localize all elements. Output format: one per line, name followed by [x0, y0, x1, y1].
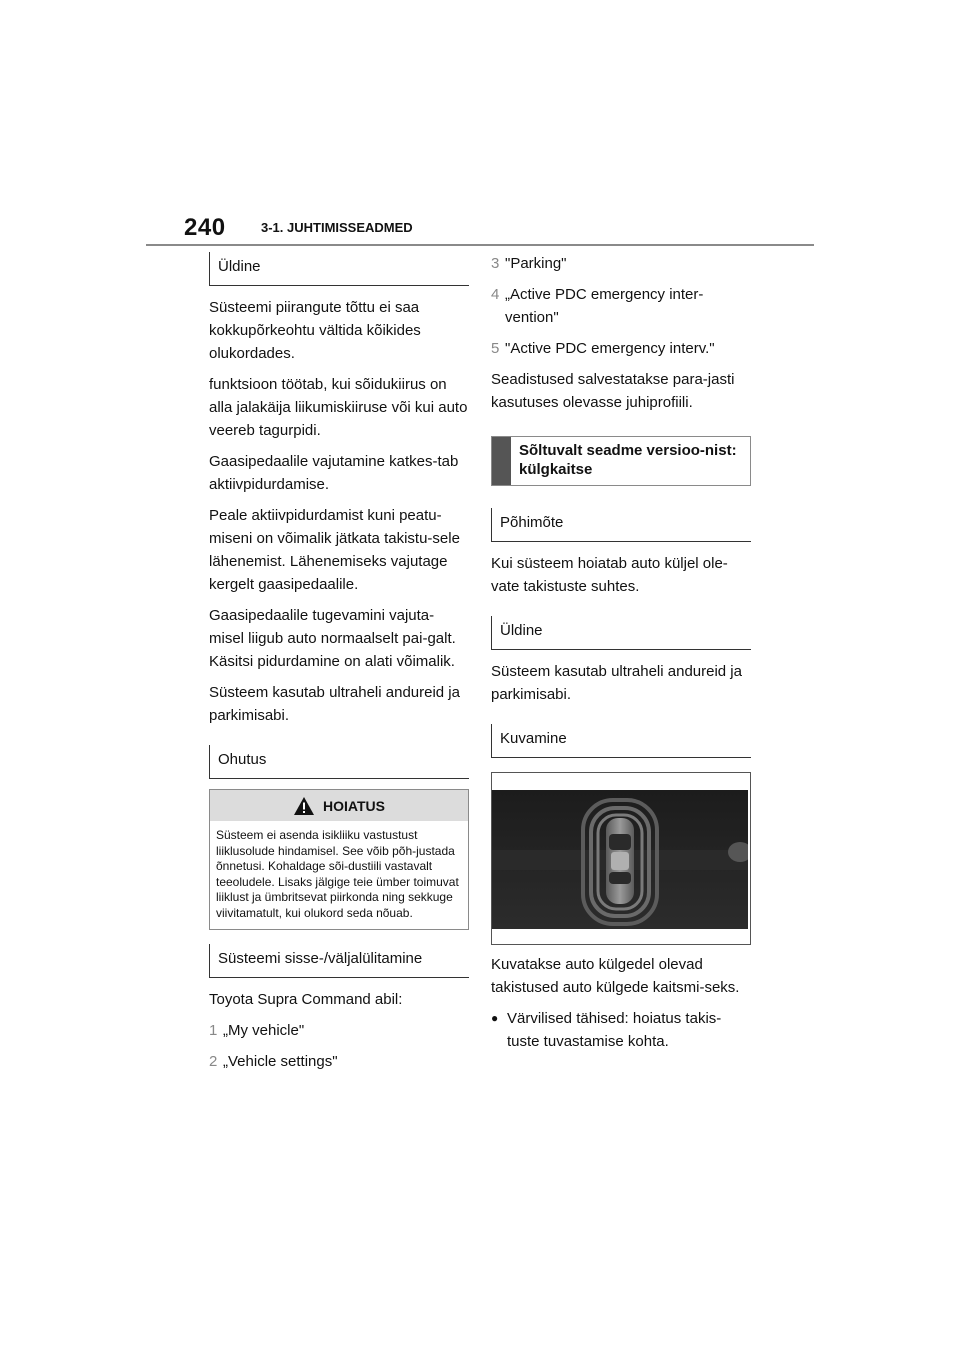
section-heading-display: Kuvamine — [491, 724, 751, 758]
paragraph: Gaasipedaalile vajutamine katkes-tab aktiivpidurdamise. — [209, 453, 459, 493]
paragraph: Süsteem kasutab ultraheli andureid ja parkimisabi. — [491, 663, 742, 703]
paragraph: Süsteem kasutab ultraheli andureid ja parkimisabi. — [209, 684, 460, 724]
page-number: 240 — [184, 214, 226, 241]
list-item — [491, 1007, 751, 1053]
list-item — [491, 252, 751, 275]
step-number: 4 — [491, 286, 500, 303]
step-number: 3 — [491, 255, 500, 272]
paragraph: Süsteemi piirangute tõttu ei saa kokkupõrkeohtu vältida kõikides olukordades. — [209, 299, 421, 362]
warning-triangle-icon — [293, 796, 315, 816]
step-number: 5 — [491, 340, 500, 357]
list-item — [491, 337, 751, 360]
intro-text: Toyota Supra Command abil: — [209, 991, 403, 1008]
section-heading-on-off: Süsteemi sisse-/väljalülitamine — [209, 944, 469, 978]
section-heading-safety: Ohutus — [209, 745, 469, 779]
feature-bar — [492, 437, 511, 485]
warning-box — [209, 789, 469, 930]
side-protection-display-image — [491, 772, 751, 945]
step-text: „Active PDC emergency inter-vention" — [505, 286, 704, 326]
header-divider — [146, 244, 814, 246]
step-text: "Active PDC emergency interv." — [505, 340, 715, 357]
warning-text: Süsteem ei asenda isikliiku vastustust liiklusolude hindamisel. See võib põh-justada õnnetusi. Kohaldage sõi-dustiili vastavalt teeoludele. Lisaks jälgige teie ümber toimuvat liiklust ja ümbritsevat piirkonda ning sekkuge viivitamatult, kui olukord seda nõuab. — [216, 828, 459, 920]
warning-title: HOIATUS — [323, 797, 385, 814]
bullet-icon: ● — [491, 1011, 499, 1025]
paragraph: Peale aktiivpidurdamist kuni peatu-miseni on võimalik jätkata takistu-sele lähenemist. Lähenemiseks vajutage kergelt gaasipedaalile. — [209, 507, 460, 593]
warning-header — [210, 790, 468, 821]
list-item — [209, 1050, 469, 1073]
section-heading-principle: Põhimõte — [491, 508, 751, 542]
step-number: 2 — [209, 1053, 218, 1070]
step-number: 1 — [209, 1022, 218, 1039]
left-column — [209, 252, 469, 1081]
list-item — [209, 1019, 469, 1042]
chapter-title: 3-1. JUHTIMISSEADMED — [261, 220, 413, 235]
step-text: „Vehicle settings" — [223, 1053, 338, 1070]
list-item — [491, 283, 751, 329]
step-text: „My vehicle" — [223, 1022, 305, 1039]
step-text: "Parking" — [505, 255, 567, 272]
paragraph: Kui süsteem hoiatab auto küljel ole-vate takistuste suhtes. — [491, 555, 728, 595]
feature-title-box — [491, 436, 751, 486]
bullet-text: Värvilised tähised: hoiatus takis-tuste tuvastamise kohta. — [507, 1010, 722, 1050]
display-text: Kuvatakse auto külgedel olevad takistused auto külgede kaitsmi-seks. — [491, 956, 740, 996]
paragraph: Gaasipedaalile tugevamini vajuta-misel liigub auto normaalselt pai-galt. Käsitsi pidurdamine on alati võimalik. — [209, 607, 456, 670]
section-heading-general: Üldine — [209, 252, 469, 286]
feature-title: Sõltuvalt seadme versioo-nist: külgkaitse — [519, 442, 737, 478]
paragraph: funktsioon töötab, kui sõidukiirus on alla jalakäija liikumiskiiruse või kui auto veereb tagurpidi. — [209, 376, 468, 439]
right-column — [491, 252, 751, 1053]
display-screen-illustration — [492, 790, 748, 929]
settings-note: Seadistused salvestatakse para-jasti kasutuses olevasse juhiprofiili. — [491, 371, 735, 411]
section-heading-general-right: Üldine — [491, 616, 751, 650]
